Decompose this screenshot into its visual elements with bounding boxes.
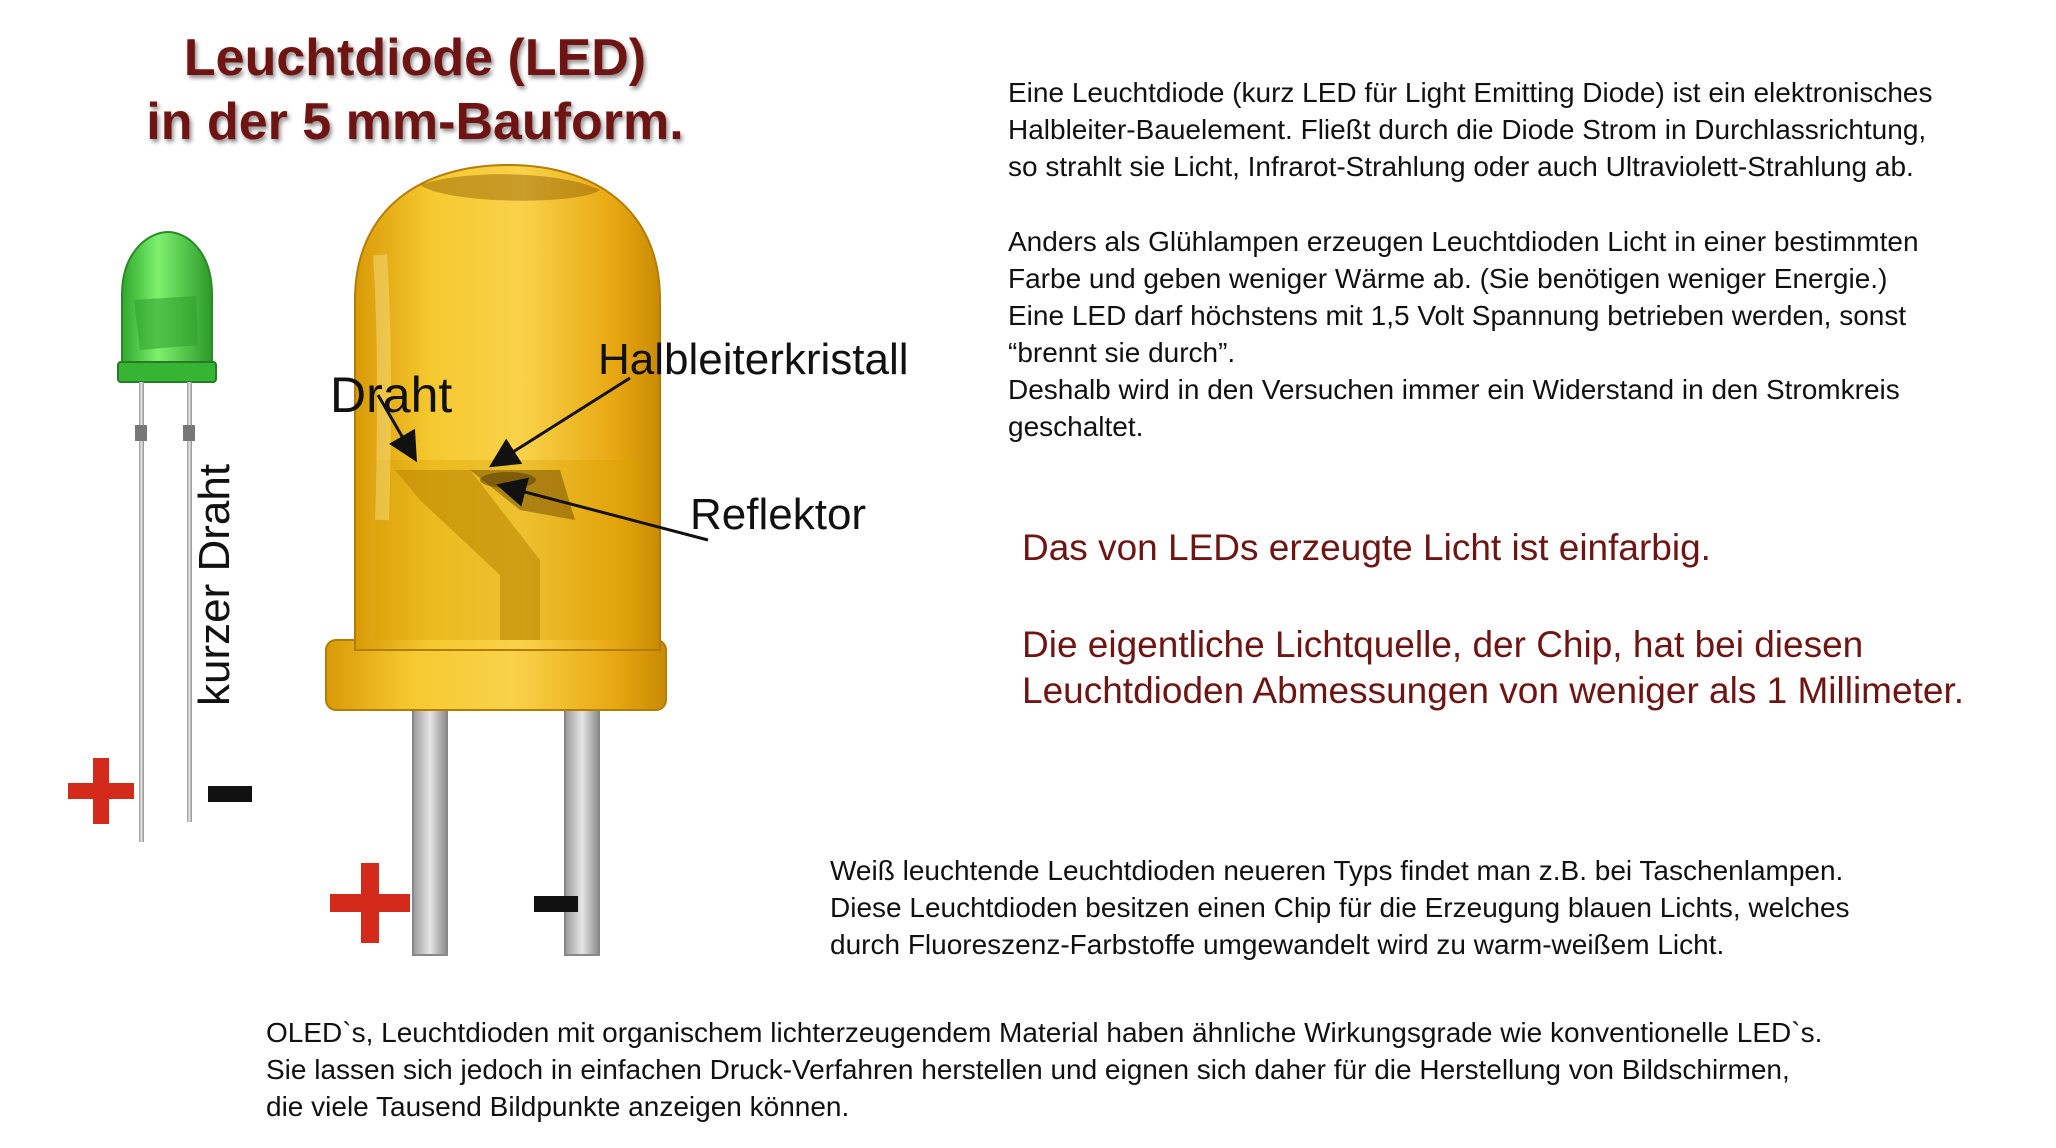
text-line: Farbe und geben weniger Wärme ab. (Sie benötigen weniger Energie.) [1008,263,1888,294]
highlight-chip-size [1022,622,1964,714]
highlight-monochrome: Das von LEDs erzeugte Licht ist einfarbig. [1022,527,1711,568]
comparison-text [1008,223,1919,445]
label-short-wire: kurzer Draht [190,463,239,706]
title-line-2: in der 5 mm-Bauform. [146,93,684,151]
text-line: Diese Leuchtdioden besitzen einen Chip für die Erzeugung blauen Lichts, welches [830,892,1850,923]
text-line: Anders als Glühlampen erzeugen Leuchtdioden Licht in einer bestimmten [1008,226,1919,257]
title-line-1: Leuchtdiode (LED) [183,29,647,87]
text-line: OLED`s, Leuchtdioden mit organischem lichterzeugendem Material haben ähnliche Wirkungsgrade wie konventionelle LED`s. [266,1017,1823,1048]
intro-text [1008,74,1932,185]
text-line: Leuchtdioden Abmessungen von weniger als 1 Millimeter. [1022,670,1965,711]
text-line: Eine Leuchtdiode (kurz LED für Light Emitting Diode) ist ein elektronisches [1008,77,1933,108]
oled-text [266,1014,1822,1125]
text-line: “brennt sie durch”. [1008,337,1236,368]
text-line: Die eigentliche Lichtquelle, der Chip, hat bei diesen [1022,624,1864,665]
text-line: Sie lassen sich jedoch in einfachen Druck-Verfahren herstellen und eignen sich daher für die Herstellung von Bildschirmen, [266,1054,1790,1085]
minus-sign-icon [534,896,578,912]
label-wire: Draht [330,367,453,423]
label-semiconductor: Halbleiterkristall [598,335,909,384]
minus-sign-icon [208,786,252,802]
plus-sign-icon [68,758,134,824]
text-line: Weiß leuchtende Leuchtdioden neueren Typs findet man z.B. bei Taschenlampen. [830,855,1844,886]
text-line: Deshalb wird in den Versuchen immer ein Widerstand in den Stromkreis [1008,374,1900,405]
text-line: so strahlt sie Licht, Infrarot-Strahlung oder auch Ultraviolett-Strahlung ab. [1008,151,1914,182]
label-reflector: Reflektor [690,490,867,539]
text-line: die viele Tausend Bildpunkte anzeigen können. [266,1091,850,1122]
plus-sign-icon [330,863,410,943]
text-line: geschaltet. [1008,411,1144,442]
white-led-text [830,852,1850,963]
text-line: durch Fluoreszenz-Farbstoffe umgewandelt wird zu warm-weißem Licht. [830,929,1725,960]
text-line: Halbleiter-Bauelement. Fließt durch die Diode Strom in Durchlassrichtung, [1008,114,1927,145]
text-line: Eine LED darf höchstens mit 1,5 Volt Spannung betrieben werden, sonst [1008,300,1907,331]
yellow-led [326,165,666,955]
